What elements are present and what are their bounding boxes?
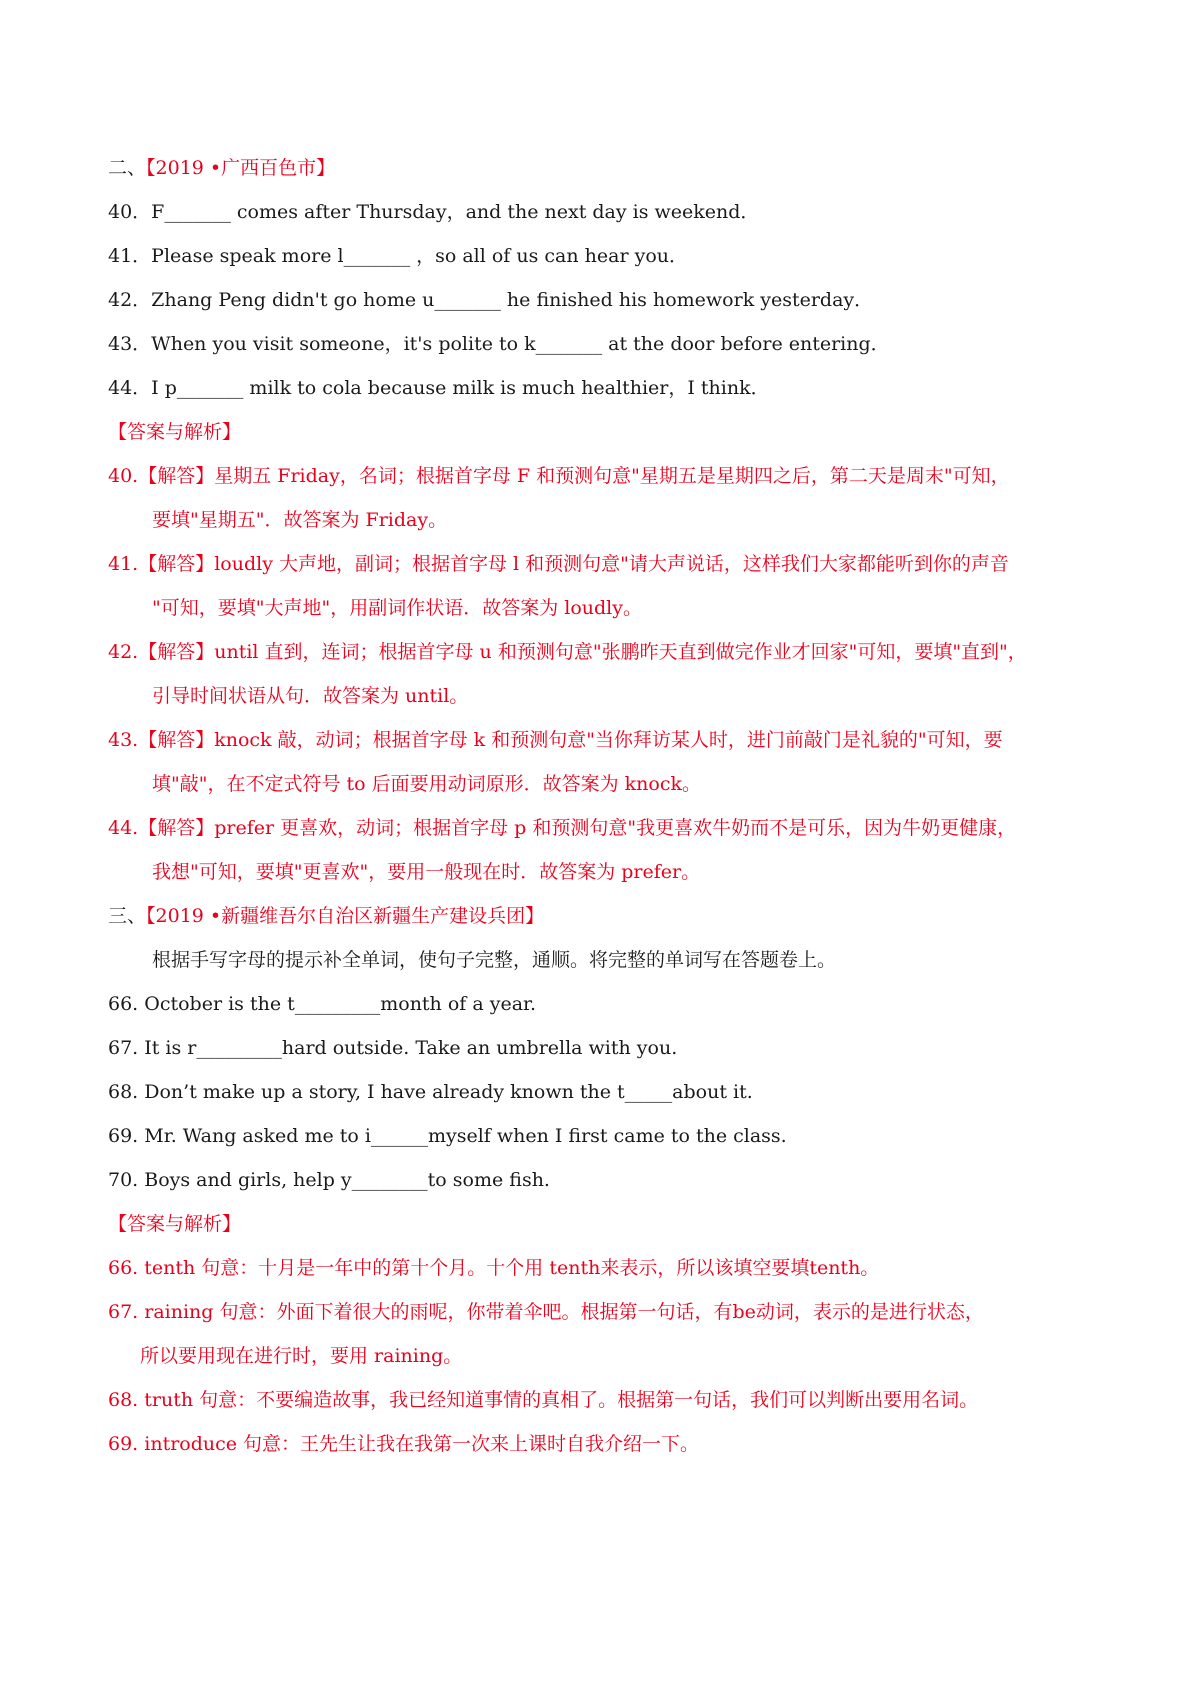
section3-heading (108, 902, 1108, 930)
answer-41-line2: "可知，要填"大声地"，用副词作状语．故答案为 loudly。 (152, 597, 642, 619)
answer-69: 69. introduce 句意：王先生让我在我第一次来上课时自我介绍一下。 (108, 1433, 700, 1455)
answer-40-line1: 40.【解答】星期五 Friday，名词；根据首字母 F 和预测句意"星期五是星期四之后，第二天是周末"可知， (108, 465, 1010, 487)
section3-heading-source: 【2019 •新疆维吾尔自治区新疆生产建设兵团】 (146, 905, 545, 927)
question-41: 41．Please speak more l_______ ，so all of us can hear you． (108, 245, 688, 267)
question-40: 40．F_______ comes after Thursday，and the next day is weekend． (108, 201, 760, 223)
answer-66: 66. tenth 句意：十月是一年中的第十个月。十个用 tenth来表示，所以该填空要填tenth。 (108, 1257, 880, 1279)
answer-44-line2: 我想"可知，要填"更喜欢"，要用一般现在时．故答案为 prefer。 (152, 861, 701, 883)
section2-answer-title: 【答案与解析】 (108, 421, 242, 443)
question-66: 66. October is the t_________month of a year. (108, 993, 537, 1015)
question-67: 67. It is r_________hard outside. Take an umbrella with you. (108, 1037, 678, 1059)
answer-40-line2: 要填"星期五"．故答案为 Friday。 (152, 509, 448, 531)
question-42: 42．Zhang Peng didn't go home u_______ he finished his homework yesterday． (108, 289, 874, 311)
answer-44-line1: 44.【解答】prefer 更喜欢，动词；根据首字母 p 和预测句意"我更喜欢牛奶而不是可乐，因为牛奶更健康， (108, 817, 1017, 839)
question-43: 43．When you visit someone，it's polite to k_______ at the door before entering． (108, 333, 890, 355)
answer-41-line1: 41.【解答】loudly 大声地，副词；根据首字母 l 和预测句意"请大声说话，这样我们大家都能听到你的声音 (108, 553, 1009, 575)
answer-67-line2: 所以要用现在进行时，要用 raining。 (140, 1345, 463, 1367)
answer-67-line1: 67. raining 句意：外面下着很大的雨呢，你带着伞吧。根据第一句话，有be动词，表示的是进行状态， (108, 1301, 984, 1323)
answer-42-line2: 引导时间状语从句．故答案为 until。 (152, 685, 469, 707)
answer-42-line1: 42.【解答】until 直到，连词；根据首字母 u 和预测句意"张鹏昨天直到做完作业才回家"可知，要填"直到"， (108, 641, 1027, 663)
section2-heading-prefix: 二、 (108, 157, 147, 179)
question-68: 68. Don’t make up a story, I have already known the t_____about it. (108, 1081, 753, 1103)
section2-heading (108, 154, 1108, 182)
answer-68: 68. truth 句意：不要编造故事，我已经知道事情的真相了。根据第一句话，我们可以判断出要用名词。 (108, 1389, 979, 1411)
section3-heading-prefix: 三、 (108, 905, 147, 927)
question-70: 70. Boys and girls, help y________to some fish. (108, 1169, 550, 1191)
question-44: 44．I p_______ milk to cola because milk is much healthier，I think． (108, 377, 770, 399)
answer-43-line1: 43.【解答】knock 敲，动词；根据首字母 k 和预测句意"当你拜访某人时，进门前敲门是礼貌的"可知，要 (108, 729, 1003, 751)
question-69: 69. Mr. Wang asked me to i______myself when I first came to the class. (108, 1125, 787, 1147)
section3-instruction: 根据手写字母的提示补全单词，使句子完整，通顺。将完整的单词写在答题卷上。 (152, 949, 837, 971)
answer-43-line2: 填"敲"，在不定式符号 to 后面要用动词原形．故答案为 knock。 (152, 773, 702, 795)
section2-heading-source: 【2019 •广西百色市】 (146, 157, 336, 179)
section3-answer-title: 【答案与解析】 (108, 1213, 242, 1235)
